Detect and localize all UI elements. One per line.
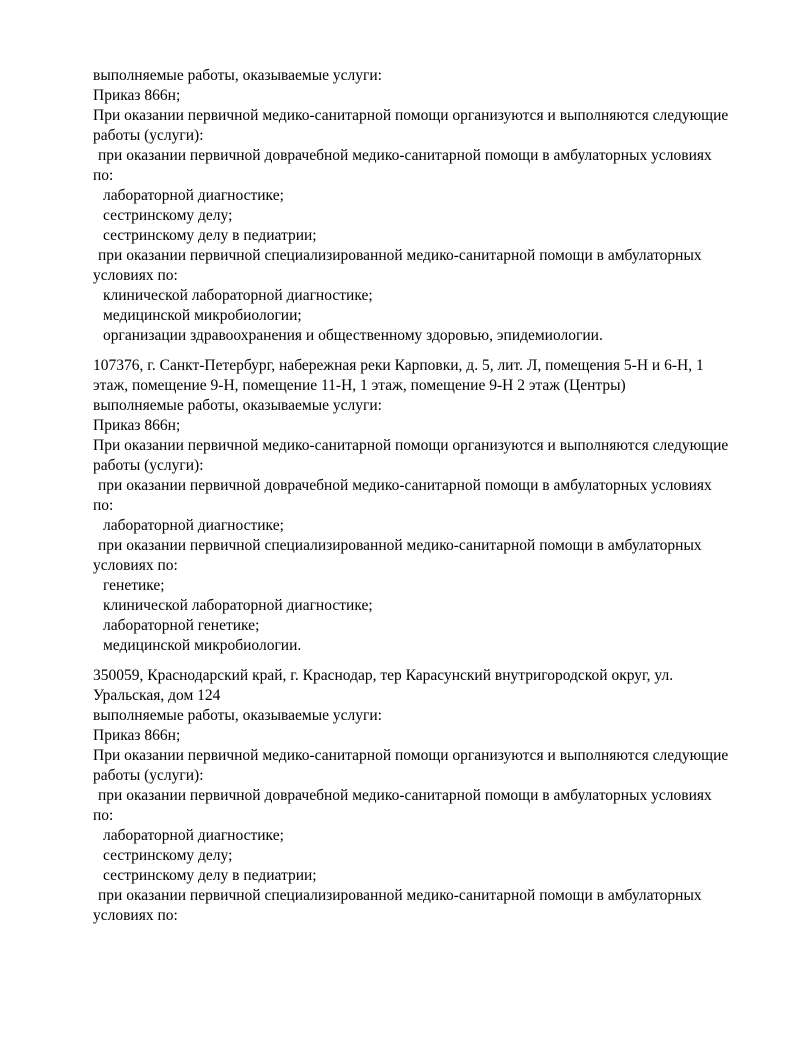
text-line: при оказании первичной специализированной медико-санитарной помощи в амбулаторных [98, 887, 702, 904]
text-line: при оказании первичной доврачебной медико-санитарной помощи в амбулаторных условиях [98, 477, 712, 494]
text-line: сестринскому делу; [103, 847, 233, 864]
text-line: При оказании первичной медико-санитарной помощи организуются и выполняются следующие [93, 437, 729, 454]
text-line: сестринскому делу в педиатрии; [103, 227, 317, 244]
text-line: генетике; [103, 577, 165, 594]
text-line: При оказании первичной медико-санитарной помощи организуются и выполняются следующие [93, 107, 729, 124]
text-line: выполняемые работы, оказываемые услуги: [93, 707, 382, 724]
text-line: условиях по: [93, 267, 178, 284]
text-line: Приказ 866н; [93, 727, 181, 744]
address-block-saint-petersburg [93, 356, 753, 656]
text-line: по: [93, 167, 114, 184]
address-block-krasnodar [93, 666, 753, 926]
text-line: при оказании первичной специализированной медико-санитарной помощи в амбулаторных [98, 537, 702, 554]
text-line: 350059, Краснодарский край, г. Краснодар, тер Карасунский внутригородской округ, ул. [93, 667, 674, 684]
text-line: Приказ 866н; [93, 417, 181, 434]
text-line: лабораторной генетике; [103, 617, 260, 634]
text-line: лабораторной диагностике; [103, 517, 284, 534]
text-line: при оказании первичной специализированной медико-санитарной помощи в амбулаторных [98, 247, 702, 264]
text-line: 107376, г. Санкт-Петербург, набережная реки Карповки, д. 5, лит. Л, помещения 5-Н и 6-Н, 1 [93, 357, 704, 374]
text-line: по: [93, 497, 114, 514]
text-line: работы (услуги): [93, 457, 204, 474]
text-line: при оказании первичной доврачебной медико-санитарной помощи в амбулаторных условиях [98, 147, 712, 164]
text-line: При оказании первичной медико-санитарной помощи организуются и выполняются следующие [93, 747, 729, 764]
text-line: сестринскому делу; [103, 207, 233, 224]
text-line: клинической лабораторной диагностике; [103, 597, 373, 614]
text-line: медицинской микробиологии; [103, 307, 302, 324]
text-line: организации здравоохранения и общественному здоровью, эпидемиологии. [103, 327, 603, 344]
text-line: лабораторной диагностике; [103, 827, 284, 844]
text-line: сестринскому делу в педиатрии; [103, 867, 317, 884]
text-line: по: [93, 807, 114, 824]
text-line: этаж, помещение 9-Н, помещение 11-Н, 1 этаж, помещение 9-Н 2 этаж (Центры) [93, 377, 626, 394]
text-line: выполняемые работы, оказываемые услуги: [93, 397, 382, 414]
text-line: клинической лабораторной диагностике; [103, 287, 373, 304]
text-line: работы (услуги): [93, 127, 204, 144]
text-line: при оказании первичной доврачебной медико-санитарной помощи в амбулаторных условиях [98, 787, 712, 804]
works-services-block-1 [93, 66, 753, 346]
text-line: медицинской микробиологии. [103, 637, 302, 654]
text-line: условиях по: [93, 907, 178, 924]
text-line: лабораторной диагностике; [103, 187, 284, 204]
text-line: условиях по: [93, 557, 178, 574]
text-line: Приказ 866н; [93, 87, 181, 104]
text-line: выполняемые работы, оказываемые услуги: [93, 67, 382, 84]
text-line: Уральская, дом 124 [93, 687, 221, 704]
text-line: работы (услуги): [93, 767, 204, 784]
